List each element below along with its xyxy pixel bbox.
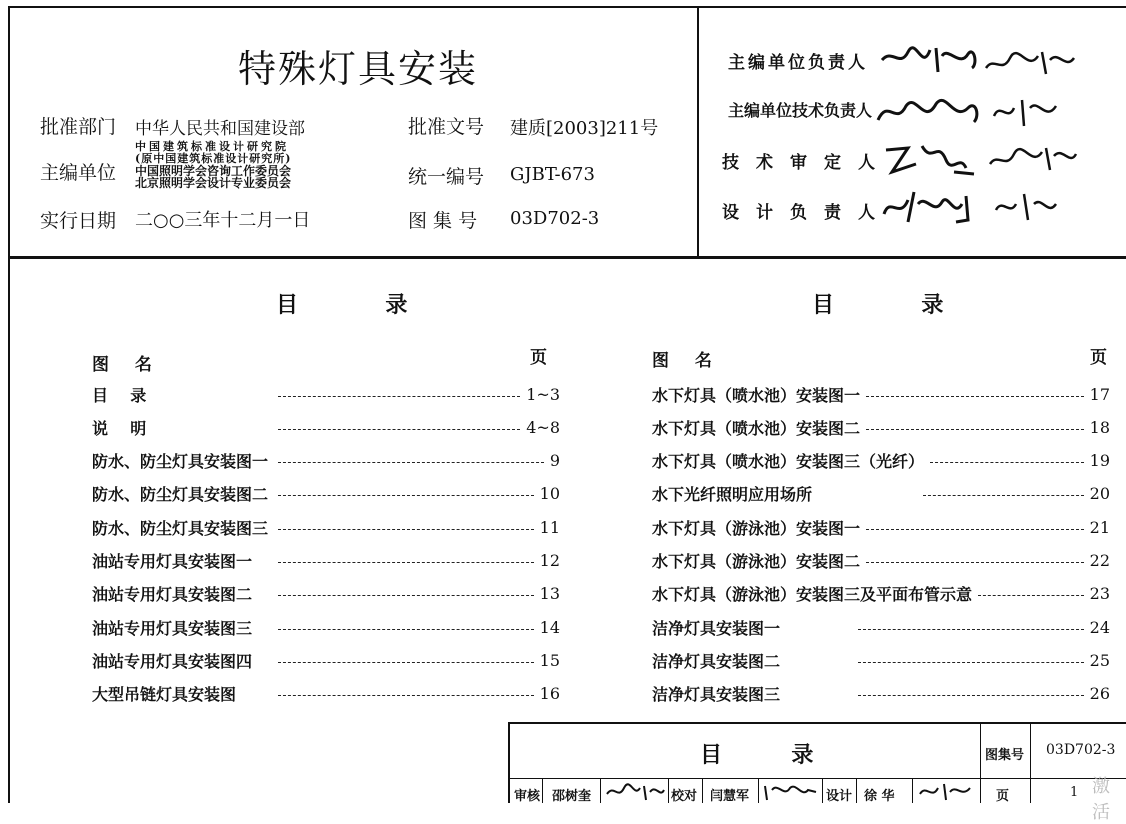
toc-entry-leader [866,396,1084,397]
toc-entry-name: 目 录 [92,385,147,405]
toc-entry-page: 22 [1089,551,1110,570]
signature-tech [872,86,1072,134]
toc-entry [92,549,560,573]
toc-entry-name: 水下灯具（游泳池）安装图一 [652,518,861,538]
toc-entry-name: 油站专用灯具安装图四 [92,651,253,671]
toc-entry-leader [278,695,534,696]
toc-entry [92,449,560,473]
toc-entry-page: 16 [539,684,560,704]
toc-entry [92,615,560,639]
titleblock-atlas-label: 图集号 [985,748,1025,763]
responsible-chief-unit-label: 主编单位负责人 [728,53,868,73]
toc-entry [92,382,560,406]
toc-entry-name: 说 明 [92,418,147,438]
toc-entry-name: 防水、防尘灯具安装图二 [92,485,269,505]
titleblock-design-name: 徐 华 [864,789,895,804]
toc-entry-leader [278,595,534,596]
chief-unit-lines [135,141,291,189]
toc-entry-page: 25 [1089,650,1110,670]
toc-entry [652,582,1110,606]
toc-entry [92,415,560,439]
toc-entry [92,482,560,506]
toc-heading-right: 目 录 [812,292,968,318]
titleblock-review-signature [604,780,666,802]
approval-dept-value: 中华人民共和国建设部 [135,119,305,139]
toc-entry-page: 4~8 [526,417,560,437]
unified-no-label: 统一编号 [408,166,485,188]
toc-entry [92,515,560,539]
toc-entry-leader [930,462,1084,463]
titleblock-sep-6 [822,778,823,803]
toc-entry-page: 23 [1089,584,1110,604]
toc-entry-name: 防水、防尘灯具安装图三 [92,518,269,538]
unified-no-value: GJBT-673 [510,164,595,185]
titleblock-page-label: 页 [996,789,1010,804]
toc-entry-name: 油站专用灯具安装图一 [92,552,253,571]
responsible-tech-label: 主编单位技术负责人 [728,101,873,120]
toc-entry-name: 防水、防尘灯具安装图一 [92,452,269,472]
toc-entry-leader [278,562,534,563]
toc-entry-name: 洁净灯具安装图二 [652,651,781,671]
toc-entry-leader [278,429,520,430]
titleblock-sep-3 [668,778,669,803]
responsible-review-label: 技术审定人 [722,153,892,173]
chief-unit-line: 中国建筑标准设计研究院 [135,140,289,153]
toc-entry-leader [858,695,1084,696]
toc-entry-name: 油站专用灯具安装图三 [92,618,253,638]
titleblock-design-signature [916,780,976,802]
atlas-no-value: 03D702-3 [510,208,600,229]
toc-heading-left: 目 录 [276,292,432,318]
titleblock-check-name: 闫慧军 [710,789,750,804]
toc-entry-page: 1~3 [526,384,560,404]
toc-entry-leader [858,662,1084,663]
titleblock-review-label: 审核 [514,789,541,804]
approval-doc-value: 建质[2003]211号 [510,118,659,139]
toc-entry-leader [858,629,1084,630]
toc-entry-page: 26 [1089,684,1110,704]
toc-entry-leader [278,495,534,496]
toc-col-name-left: 图 名 [92,355,162,375]
titleblock-sep-5 [758,778,759,803]
chief-unit-line: 中国照明学会咨询工作委员会 [135,164,292,178]
signature-review [882,134,1078,182]
toc-entry-page: 14 [539,617,560,637]
toc-entry-page: 10 [539,484,560,504]
toc-entry-page: 20 [1089,484,1110,504]
toc-entry [652,482,1110,506]
toc-entry-page: 17 [1089,384,1110,404]
titleblock-atlas-value: 03D702-3 [1046,742,1116,758]
toc-entry-leader [923,495,1084,496]
toc-entry-page: 15 [539,650,560,670]
toc-entry-name: 洁净灯具安装图三 [652,685,781,705]
titleblock-left [508,722,510,803]
toc-col-page-right: 页 [1090,348,1107,368]
toc-col-name-right: 图 名 [652,351,722,371]
titleblock-sep-7 [856,778,857,803]
toc-entry-leader [278,396,520,397]
chief-unit-line: 北京照明学会设计专业委员会 [135,176,292,190]
titleblock-design-label: 设计 [826,789,853,804]
titleblock-sep-8 [912,778,913,803]
header-divider-horizontal [8,256,1126,259]
approval-dept-label: 批准部门 [40,116,117,138]
effective-date-label: 实行日期 [40,210,117,232]
toc-entry-name: 水下光纤照明应用场所 [652,485,813,505]
toc-entry [652,382,1110,406]
toc-entry-page: 12 [539,551,560,570]
chief-unit-label: 主编单位 [40,162,117,184]
frame-left [8,6,10,803]
toc-entry-page: 13 [539,584,560,604]
toc-entry-leader [866,529,1084,530]
toc-entry [652,682,1110,706]
toc-entry-name: 水下灯具（喷水池）安装图一 [652,385,861,405]
toc-entry-name: 水下灯具（游泳池）安装图二 [652,552,861,571]
toc-entry-leader [278,629,534,630]
toc-entry [652,615,1110,639]
titleblock-sep-1 [542,778,543,803]
titleblock-top [508,722,1126,724]
toc-entry-name: 水下灯具（喷水池）安装图三（光纤） [652,452,925,472]
toc-entry [92,682,560,706]
titleblock-sep-4 [702,778,703,803]
atlas-no-label: 图 集 号 [408,210,478,232]
toc-entry-leader [278,662,534,663]
toc-entry [92,582,560,606]
toc-entry-name: 油站专用灯具安装图二 [92,585,253,605]
titleblock-review-name: 邵树奎 [552,789,592,804]
chief-unit-line: (原中国建筑标准设计研究所) [135,152,292,165]
titleblock-check-signature [762,780,820,802]
titleblock-page-value: 1 [1070,785,1079,800]
toc-entry-name: 水下灯具（游泳池）安装图三及平面布管示意 [652,585,973,605]
toc-entry-leader [278,462,544,463]
titleblock-col-value [1030,722,1031,803]
toc-entry [652,449,1110,473]
titleblock-title: 目 录 [700,742,832,768]
toc-entry-page: 9 [549,451,560,471]
toc-col-page-left: 页 [530,348,547,368]
toc-entry [652,515,1110,539]
toc-entry [652,648,1110,672]
effective-date-value: 二○○三年十二月一日 [135,210,311,231]
toc-entry-name: 洁净灯具安装图一 [652,618,781,638]
toc-entry-page: 19 [1089,451,1110,471]
frame-top [8,6,1126,8]
responsible-design-label: 设计负责人 [722,203,892,223]
toc-entry-name: 大型吊链灯具安装图 [92,685,237,705]
toc-entry-leader [866,429,1084,430]
toc-entry-leader [278,529,534,530]
toc-entry-page: 24 [1089,617,1110,637]
signature-design [878,182,1068,230]
toc-entry-leader [978,595,1084,596]
toc-entry-page: 18 [1089,417,1110,437]
toc-entry-page: 11 [539,517,560,537]
approval-doc-label: 批准文号 [408,116,485,138]
toc-entry-name: 水下灯具（喷水池）安装图二 [652,418,861,438]
toc-entry [92,648,560,672]
header-divider-vertical [697,6,699,258]
toc-entry [652,415,1110,439]
watermark: 激活 [1092,776,1110,823]
titleblock-col-atlas [980,722,981,803]
toc-entry-page: 21 [1089,517,1110,537]
signature-chief-unit [878,38,1078,82]
titleblock-check-label: 校对 [671,789,698,804]
page-title: 特殊灯具安装 [238,47,479,91]
toc-entry [652,549,1110,573]
titleblock-sep-2 [600,778,601,803]
toc-entry-leader [866,562,1084,563]
